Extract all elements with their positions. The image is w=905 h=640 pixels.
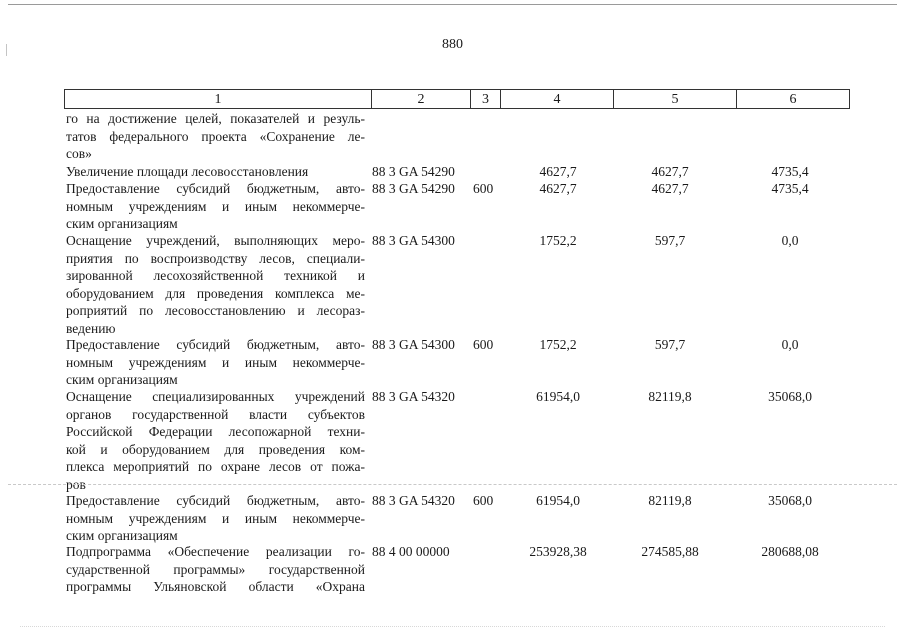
column-number-1: 1 [214,92,222,107]
description-line: органов государственной власти субъектов [66,406,365,422]
description-line: номным учреждениям и иным некоммерче- [66,354,365,370]
description-line: оборудованием для проведения комплекса ме- [66,285,365,301]
description-line: Оснащение учреждений, выполняющих меро- [66,233,365,248]
target-article-code: 88 4 00 00000 [372,544,450,559]
table-column-header [64,89,850,109]
expense-type-code: 600 [473,337,494,352]
target-article-code: 88 3 GA 54320 [372,389,455,404]
amount-year-1: 1752,2 [539,337,577,352]
page-top-rule [8,4,897,5]
amount-year-3: 35068,0 [768,493,812,508]
column-number-5: 5 [613,90,736,108]
expense-type-code: 600 [473,181,494,196]
column-number-6: 6 [736,90,849,108]
description-line: Предоставление субсидий бюджетным, авто- [66,493,365,508]
target-article-code: 88 3 GA 54320 [372,493,455,508]
amount-year-3: 0,0 [781,337,799,352]
description-line: ведению [66,320,116,336]
page-number: 880 [442,37,463,52]
column-number-3: 3 [470,90,500,108]
description-line: номным учреждениям и иным некоммерче- [66,510,365,526]
description-line: ским организациям [66,372,178,387]
target-article-code: 88 3 GA 54300 [372,337,455,352]
amount-year-3: 4735,4 [771,181,809,196]
description-line: ским организациям [66,216,178,231]
amount-year-2: 597,7 [654,233,686,248]
target-article-code: 88 3 GA 54290 [372,181,455,196]
description-line: го на достижение целей, показателей и резуль- [66,111,365,126]
row-description [66,110,365,163]
target-article-code: 88 3 GA 54300 [372,233,455,248]
amount-year-3: 4735,4 [771,164,809,179]
target-article-code: 88 3 GA 54290 [372,164,455,179]
description-line: сударственной программы» государственной [66,561,365,577]
row-description [66,180,365,233]
amount-year-2: 82119,8 [648,389,692,404]
amount-year-3: 35068,0 [768,389,812,404]
amount-year-1: 1752,2 [539,233,577,248]
description-line: Оснащение специализированных учреждений [66,389,365,404]
description-line: ским организациям [66,528,178,543]
description-line: кой и оборудованием для проведения ком- [66,441,365,457]
expense-type-code: 600 [473,493,494,508]
column-number-4: 4 [500,90,613,108]
amount-year-1: 253928,38 [529,544,587,559]
row-description [66,543,365,596]
description-line: программы Ульяновской области «Охрана [66,579,365,594]
amount-year-2: 4627,7 [651,164,689,179]
description-line: плекса мероприятий по охране лесов от пожа- [66,459,365,474]
description-line: роприятий по лесовосстановлению и лесораз- [66,303,365,318]
description-line: Подпрограмма «Обеспечение реализации го- [66,544,365,559]
row-description [66,336,365,389]
amount-year-1: 61954,0 [536,389,580,404]
amount-year-1: 4627,7 [539,164,577,179]
row-description [66,492,365,545]
scan-artifact-bottom-line [20,626,885,627]
amount-year-1: 4627,7 [539,181,577,196]
description-line: Российской Федерации лесопожарной техни- [66,424,365,439]
amount-year-2: 597,7 [654,337,686,352]
amount-year-2: 4627,7 [651,181,689,196]
amount-year-2: 274585,88 [641,544,699,559]
amount-year-1: 61954,0 [536,493,580,508]
description-line: Увеличение площади лесовосстановления [66,164,309,179]
description-line: Предоставление субсидий бюджетным, авто- [66,337,365,352]
row-description [66,163,365,181]
description-line: сов» [66,146,92,161]
row-description [66,388,365,493]
scan-artifact-dashed-line [8,484,897,485]
amount-year-3: 0,0 [781,233,799,248]
amount-year-2: 82119,8 [648,493,692,508]
description-line: приятия по воспроизводству лесов, специали- [66,250,365,266]
amount-year-3: 280688,08 [761,544,819,559]
description-line: Предоставление субсидий бюджетным, авто- [66,181,365,196]
column-number-2: 2 [371,90,470,108]
description-line: зированной лесохозяйственной техникой и [66,268,365,283]
description-line: татов федерального проекта «Сохранение ле- [66,128,365,144]
description-line: номным учреждениям и иным некоммерче- [66,198,365,214]
description-line: ров [66,476,86,492]
row-description [66,232,365,337]
